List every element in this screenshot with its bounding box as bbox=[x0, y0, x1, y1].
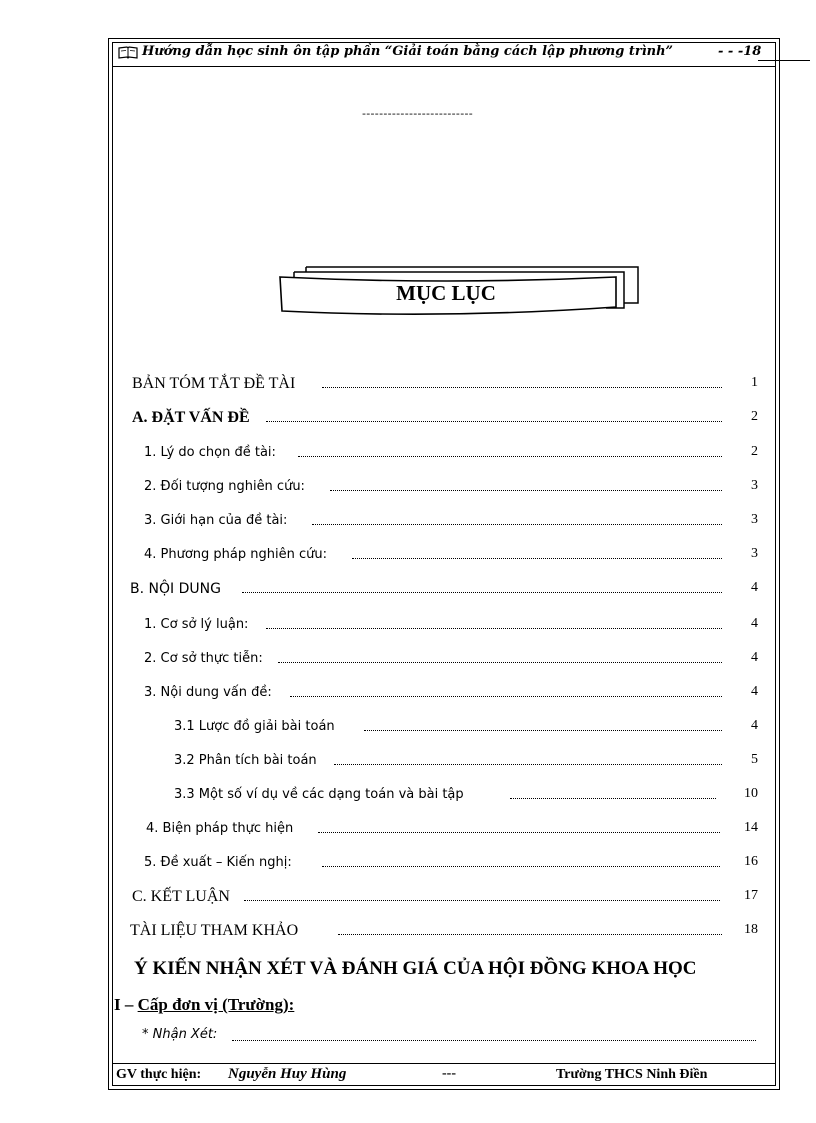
header-title: Hướng dẫn học sinh ôn tập phần “Giải toán bằng cách lập phương trình” bbox=[142, 44, 674, 59]
page-header bbox=[116, 42, 776, 66]
toc-entry-label: 2. Cơ sở thực tiễn: bbox=[144, 651, 263, 666]
separator-dashes: -------------------------- bbox=[362, 107, 473, 120]
toc-entry-page: 2 bbox=[751, 444, 758, 459]
leader-dots bbox=[334, 764, 722, 765]
leader-dots bbox=[322, 387, 722, 388]
leader-dots bbox=[266, 421, 722, 422]
toc-entry-label: 2. Đối tượng nghiên cứu: bbox=[144, 479, 305, 494]
toc-entry[interactable] bbox=[174, 752, 758, 774]
toc-banner bbox=[276, 263, 640, 323]
leader-dots bbox=[318, 832, 720, 833]
remark-dotted-line[interactable] bbox=[232, 1040, 756, 1041]
toc-entry-page: 4 bbox=[751, 650, 758, 665]
toc-entry-page: 3 bbox=[751, 546, 758, 561]
leader-dots bbox=[278, 662, 722, 663]
toc-entry-label: 3.3 Một số ví dụ về các dạng toán và bài tập bbox=[174, 787, 464, 802]
toc-title: MỤC LỤC bbox=[396, 281, 496, 305]
toc-entry-page: 14 bbox=[744, 820, 758, 835]
leader-dots bbox=[242, 592, 722, 593]
section-label: Cấp đơn vị (Trường): bbox=[137, 995, 295, 1014]
footer-school: Trường THCS Ninh Điền bbox=[556, 1067, 708, 1082]
toc-entry-page: 4 bbox=[751, 718, 758, 733]
toc-entry[interactable] bbox=[146, 820, 758, 842]
toc-entry-label: 3. Giới hạn của đề tài: bbox=[144, 513, 288, 528]
footer-separator: --- bbox=[442, 1066, 456, 1081]
toc-entry-page: 2 bbox=[751, 409, 758, 424]
toc-entry[interactable] bbox=[132, 888, 758, 910]
toc-entry-page: 5 bbox=[751, 752, 758, 767]
toc-entry[interactable] bbox=[130, 580, 758, 602]
remark-label: * Nhận Xét: bbox=[142, 1027, 218, 1042]
toc-entry[interactable] bbox=[132, 375, 758, 397]
toc-entry[interactable] bbox=[144, 512, 758, 534]
header-rule bbox=[112, 66, 776, 67]
leader-dots bbox=[330, 490, 722, 491]
toc-entry-page: 4 bbox=[751, 684, 758, 699]
leader-dots bbox=[322, 866, 720, 867]
leader-dots bbox=[364, 730, 722, 731]
toc-entry-page: 3 bbox=[751, 512, 758, 527]
section-level-school bbox=[114, 995, 294, 1015]
toc-entry[interactable] bbox=[174, 786, 758, 808]
leader-dots bbox=[290, 696, 722, 697]
toc-entry-page: 3 bbox=[751, 478, 758, 493]
toc-entry-label: 3.1 Lược đồ giải bài toán bbox=[174, 719, 335, 734]
toc-entry[interactable] bbox=[130, 922, 758, 944]
toc-entry[interactable] bbox=[144, 444, 758, 466]
leader-dots bbox=[244, 900, 720, 901]
toc-entry[interactable] bbox=[144, 650, 758, 672]
toc-entry-label: 4. Phương pháp nghiên cứu: bbox=[144, 547, 327, 562]
toc-entry-label: 4. Biện pháp thực hiện bbox=[146, 821, 294, 836]
toc-entry-label: BẢN TÓM TẮT ĐỀ TÀI bbox=[132, 375, 296, 392]
toc-entry[interactable] bbox=[144, 684, 758, 706]
toc-entry-page: 4 bbox=[751, 580, 758, 595]
toc-entry-label: 3.2 Phân tích bài toán bbox=[174, 753, 317, 768]
toc-entry-label: 1. Cơ sở lý luận: bbox=[144, 617, 249, 632]
toc-entry[interactable] bbox=[144, 546, 758, 568]
book-icon bbox=[118, 46, 138, 63]
leader-dots bbox=[312, 524, 722, 525]
evaluation-heading: Ý KIẾN NHẬN XÉT VÀ ĐÁNH GIÁ CỦA HỘI ĐỒNG KHOA HỌC bbox=[134, 958, 697, 979]
toc-entry-label: B. NỘI DUNG bbox=[130, 581, 221, 597]
toc-entry-page: 4 bbox=[751, 616, 758, 631]
footer-rule bbox=[112, 1063, 776, 1064]
toc-entry-label: 5. Đề xuất – Kiến nghị: bbox=[144, 855, 292, 870]
toc-entry[interactable] bbox=[174, 718, 758, 740]
toc-entry-page: 10 bbox=[744, 786, 758, 801]
toc-entry-page: 17 bbox=[744, 888, 758, 903]
toc-entry-label: TÀI LIỆU THAM KHẢO bbox=[130, 922, 299, 939]
footer-teacher-name: Nguyễn Huy Hùng bbox=[228, 1066, 347, 1082]
section-prefix: I – bbox=[114, 995, 138, 1014]
toc-entry-page: 16 bbox=[744, 854, 758, 869]
toc-entry-label: A. ĐẶT VẤN ĐỀ bbox=[132, 409, 250, 426]
toc-entry-label: C. KẾT LUẬN bbox=[132, 888, 230, 905]
toc-entry[interactable] bbox=[144, 854, 758, 876]
leader-dots bbox=[510, 798, 716, 799]
toc-entry-label: 1. Lý do chọn đề tài: bbox=[144, 445, 276, 460]
toc-entry[interactable] bbox=[144, 616, 758, 638]
header-page-number: - - -18 bbox=[718, 44, 762, 59]
page-footer bbox=[116, 1066, 772, 1086]
toc-entry-page: 1 bbox=[751, 375, 758, 390]
footer-teacher-label: GV thực hiện: bbox=[116, 1067, 202, 1082]
leader-dots bbox=[298, 456, 722, 457]
toc-entry-page: 18 bbox=[744, 922, 758, 937]
header-tail-line bbox=[758, 60, 810, 61]
leader-dots bbox=[266, 628, 722, 629]
leader-dots bbox=[352, 558, 722, 559]
toc-entry-label: 3. Nội dung vấn đề: bbox=[144, 685, 272, 700]
toc-entry[interactable] bbox=[132, 409, 758, 431]
leader-dots bbox=[338, 934, 722, 935]
toc-entry[interactable] bbox=[144, 478, 758, 500]
